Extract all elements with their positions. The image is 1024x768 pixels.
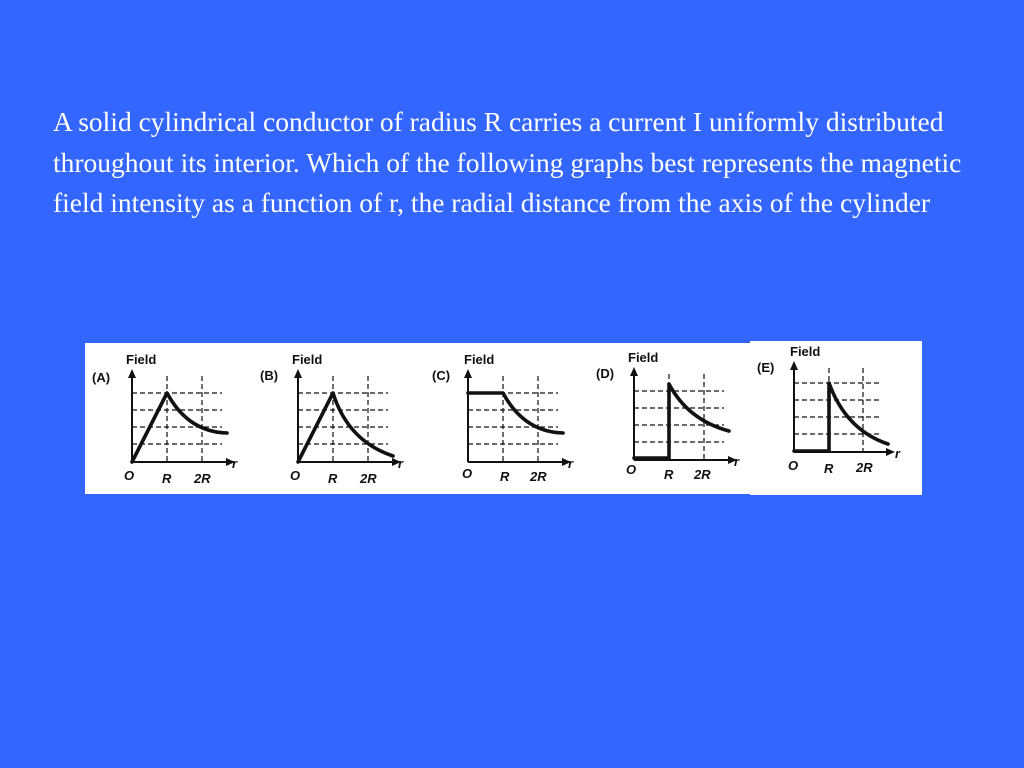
tick-label-r: R (824, 461, 834, 476)
graph-option-d[interactable] (590, 344, 750, 494)
grid-lines (794, 368, 882, 452)
origin-label: O (462, 466, 473, 481)
tick-label-2r: 2R (360, 471, 377, 486)
grid-lines (132, 376, 222, 462)
option-label: (A) (92, 370, 111, 385)
graph-option-a[interactable] (88, 346, 248, 496)
tick-label-r: R (162, 471, 172, 486)
origin-label: O (290, 468, 301, 483)
field-axis-label: Field (464, 352, 495, 367)
origin-label: O (124, 468, 135, 483)
field-curve (634, 384, 729, 458)
tick-label-r: R (500, 469, 510, 484)
graph-option-c[interactable] (424, 346, 584, 496)
field-axis-label: Field (628, 350, 659, 365)
option-label: (C) (432, 368, 451, 383)
tick-label-2r: 2R (856, 460, 873, 475)
grid-lines (468, 376, 558, 462)
tick-label-r: R (328, 471, 338, 486)
r-axis-label: r (232, 456, 238, 471)
option-label: (B) (260, 368, 279, 383)
tick-label-2r: 2R (530, 469, 547, 484)
option-label: (E) (757, 360, 775, 375)
r-axis-label: r (398, 456, 404, 471)
question-text: A solid cylindrical conductor of radius R carries a current I uniformly distributed throughout its interior. Which of the following graphs best represents the magnetic field intensity as a function of r, the radial distance from the axis of the cylinder (53, 106, 962, 218)
axes (464, 369, 571, 466)
graph-option-b[interactable] (254, 346, 414, 496)
origin-label: O (788, 458, 799, 473)
axes (128, 369, 235, 466)
field-axis-label: Field (292, 352, 323, 367)
field-curve (794, 383, 888, 451)
tick-label-2r: 2R (694, 467, 711, 482)
r-axis-label: r (895, 446, 901, 461)
r-axis-label: r (568, 456, 574, 471)
field-axis-label: Field (790, 344, 821, 359)
graph-option-e[interactable] (754, 338, 914, 488)
tick-label-2r: 2R (194, 471, 211, 486)
tick-label-r: R (664, 467, 674, 482)
axes (630, 367, 737, 464)
option-label: (D) (596, 366, 615, 381)
origin-label: O (626, 462, 637, 477)
r-axis-label: r (734, 454, 740, 469)
field-axis-label: Field (126, 352, 157, 367)
grid-lines (634, 374, 724, 460)
